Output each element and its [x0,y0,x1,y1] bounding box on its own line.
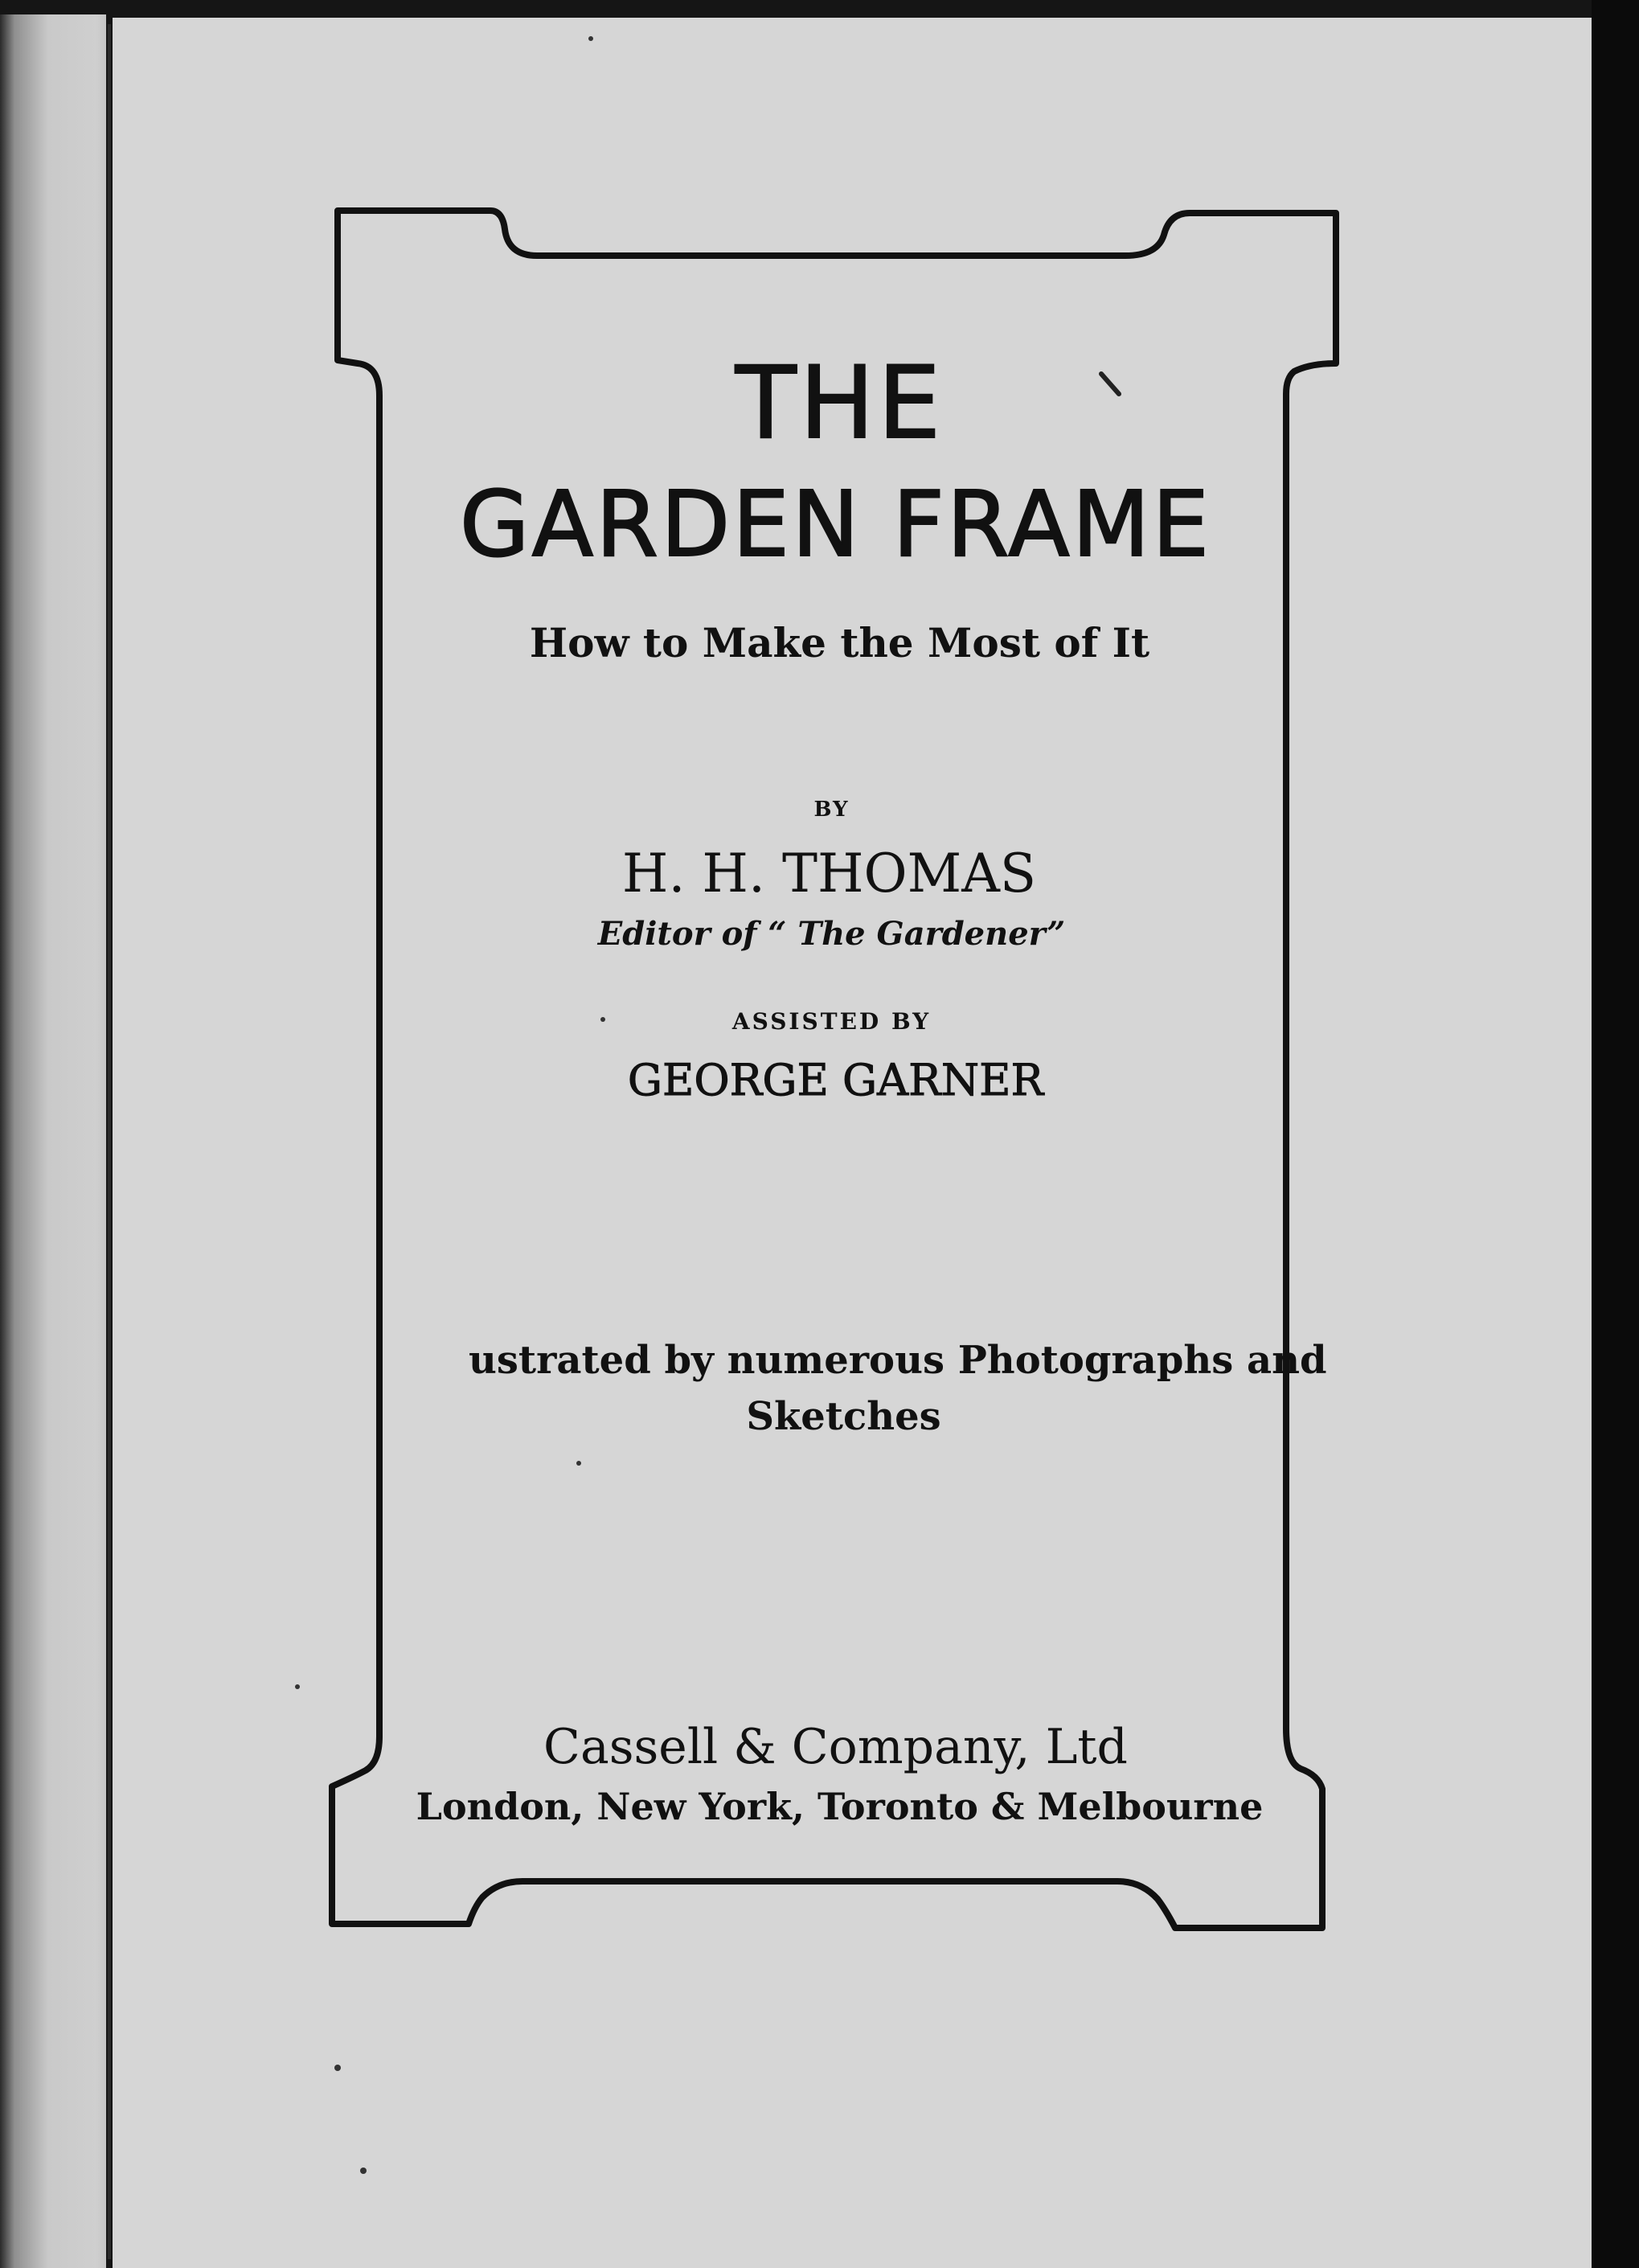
assistant-name: GEORGE GARNER [627,1055,1044,1105]
publisher-name: Cassell & Company, Ltd [543,1719,1128,1775]
author-role: Editor of “ The Gardener” [597,915,1066,953]
illustration-note-line-1: ustrated by numerous Photographs and [469,1338,1327,1383]
publisher-places: London, New York, Toronto & Melbourne [416,1785,1264,1828]
stray-dot [360,2168,367,2174]
illustration-note-line-2: Sketches [746,1394,941,1439]
author-name: H. H. THOMAS [621,843,1037,904]
assisted-by-label: ASSISTED BY [731,1008,932,1035]
by-label: BY [813,798,850,822]
stray-dot [576,1461,581,1466]
title-line-2: GARDEN FRAME [459,473,1212,577]
stray-dot [334,2065,341,2071]
subtitle: How to Make the Most of It [529,619,1150,666]
title-line-1: THE [735,346,944,461]
stray-dot [295,1684,300,1689]
stray-dot [588,36,593,41]
